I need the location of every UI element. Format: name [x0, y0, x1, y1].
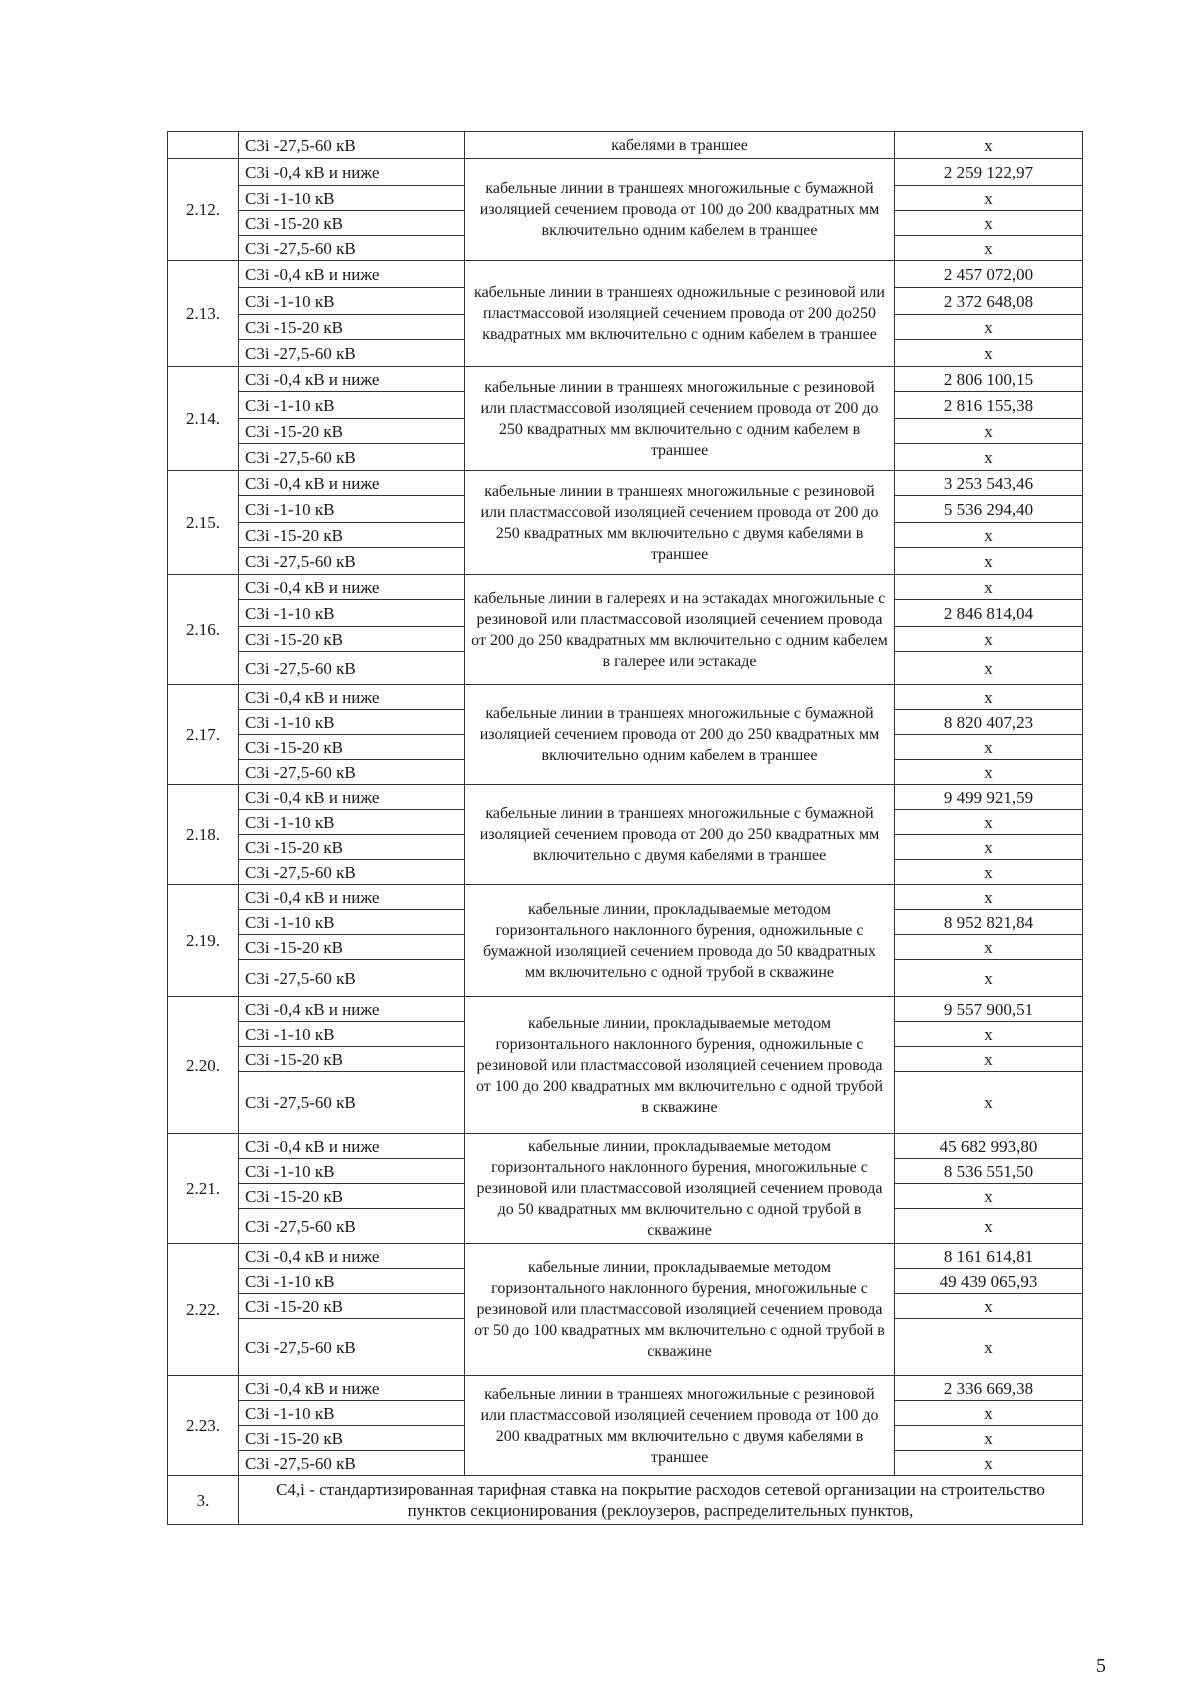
tariff-value: х [895, 444, 1083, 471]
voltage-class: С3i -27,5-60 кВ [239, 1209, 465, 1244]
cable-line-description: кабельные линии, прокладываемые методом горизонтального наклонного бурения, одножильные с резиновой или пластмассовой изоляцией сечением провода от 100 до 200 квадратных мм включительно с одной трубой в скважине [465, 997, 895, 1134]
page-number: 5 [1096, 1655, 1106, 1677]
tariff-value: х [895, 1022, 1083, 1047]
section-3-number: 3. [168, 1476, 239, 1525]
voltage-class: С3i -1-10 кВ [239, 186, 465, 211]
voltage-class: С3i -0,4 кВ и ниже [239, 885, 465, 910]
cable-line-description: кабельные линии, прокладываемые методом горизонтального наклонного бурения, одножильные с бумажной изоляцией сечением провода до 50 квадратных мм включительно с одной трубой в скважине [465, 885, 895, 997]
item-number: 2.14. [168, 367, 239, 471]
voltage-class: С3i -27,5-60 кВ [239, 236, 465, 261]
item-number: 2.21. [168, 1134, 239, 1244]
voltage-class: С3i -27,5-60 кВ [239, 1451, 465, 1476]
table-row [168, 997, 1083, 1022]
tariff-value: х [895, 1319, 1083, 1376]
tariff-value: х [895, 236, 1083, 261]
cable-line-description: кабельные линии в траншеях многожильные с резиновой или пластмассовой изоляцией сечением провода от 100 до 200 квадратных мм включительно с двумя кабелями в траншее [465, 1376, 895, 1476]
tariff-value: х [895, 186, 1083, 211]
section-3-row [168, 1476, 1083, 1525]
tariff-value: х [895, 575, 1083, 600]
tariff-value: х [895, 419, 1083, 444]
tariff-value: х [895, 1047, 1083, 1072]
tariff-value: 2 259 122,97 [895, 159, 1083, 186]
cable-line-description: кабельные линии в траншеях многожильные с бумажной изоляцией сечением провода от 200 до 250 квадратных мм включительно с двумя кабелями в траншее [465, 785, 895, 885]
tariff-value: х [895, 523, 1083, 548]
tariff-value: х [895, 835, 1083, 860]
voltage-class: С3i -27,5-60 кВ [239, 444, 465, 471]
voltage-class: С3i -0,4 кВ и ниже [239, 471, 465, 496]
tariff-value: х [895, 810, 1083, 835]
voltage-class: С3i -1-10 кВ [239, 1159, 465, 1184]
tariff-value: х [895, 211, 1083, 236]
cable-line-description: кабелями в траншее [465, 132, 895, 159]
tariff-value: х [895, 315, 1083, 340]
tariff-value: 49 439 065,93 [895, 1269, 1083, 1294]
item-number: 2.18. [168, 785, 239, 885]
table-row [168, 575, 1083, 600]
voltage-class: С3i -0,4 кВ и ниже [239, 159, 465, 186]
tariff-table-body [168, 132, 1083, 1476]
table-row [168, 1134, 1083, 1159]
tariff-value: 8 952 821,84 [895, 910, 1083, 935]
voltage-class: С3i -27,5-60 кВ [239, 1319, 465, 1376]
section-3-text: С4,i - стандартизированная тарифная ставка на покрытие расходов сетевой организации на строительство пунктов секционирования (реклоузеров, распределительных пунктов, [239, 1476, 1083, 1525]
tariff-value: х [895, 1184, 1083, 1209]
voltage-class: С3i -0,4 кВ и ниже [239, 367, 465, 392]
item-number: 2.20. [168, 997, 239, 1134]
voltage-class: С3i -0,4 кВ и ниже [239, 785, 465, 810]
voltage-class: С3i -0,4 кВ и ниже [239, 1244, 465, 1269]
cable-line-description: кабельные линии, прокладываемые методом горизонтального наклонного бурения, многожильные с резиновой или пластмассовой изоляцией сечением провода до 50 квадратных мм включительно с одной трубой в скважине [465, 1134, 895, 1244]
tariff-value: 3 253 543,46 [895, 471, 1083, 496]
tariff-value: 45 682 993,80 [895, 1134, 1083, 1159]
tariff-value: х [895, 132, 1083, 159]
voltage-class: С3i -0,4 кВ и ниже [239, 1134, 465, 1159]
table-row [168, 885, 1083, 910]
tariff-table [167, 131, 1083, 1525]
table-row [168, 685, 1083, 710]
voltage-class: С3i -1-10 кВ [239, 1269, 465, 1294]
tariff-value: х [895, 627, 1083, 652]
table-row [168, 471, 1083, 496]
voltage-class: С3i -15-20 кВ [239, 1184, 465, 1209]
voltage-class: С3i -15-20 кВ [239, 1294, 465, 1319]
tariff-value: 2 336 669,38 [895, 1376, 1083, 1401]
voltage-class: С3i -27,5-60 кВ [239, 860, 465, 885]
tariff-value: 2 816 155,38 [895, 392, 1083, 419]
voltage-class: С3i -27,5-60 кВ [239, 548, 465, 575]
tariff-value: 9 499 921,59 [895, 785, 1083, 810]
cable-line-description: кабельные линии в траншеях многожильные с бумажной изоляцией сечением провода от 100 до 200 квадратных мм включительно одним кабелем в траншее [465, 159, 895, 261]
item-number [168, 132, 239, 159]
table-row [168, 367, 1083, 392]
tariff-value: 2 806 100,15 [895, 367, 1083, 392]
voltage-class: С3i -27,5-60 кВ [239, 1072, 465, 1134]
voltage-class: С3i -15-20 кВ [239, 627, 465, 652]
voltage-class: С3i -15-20 кВ [239, 523, 465, 548]
tariff-value: 9 557 900,51 [895, 997, 1083, 1022]
voltage-class: С3i -0,4 кВ и ниже [239, 575, 465, 600]
voltage-class: С3i -15-20 кВ [239, 935, 465, 960]
voltage-class: С3i -27,5-60 кВ [239, 132, 465, 159]
voltage-class: С3i -0,4 кВ и ниже [239, 1376, 465, 1401]
tariff-value: 2 846 814,04 [895, 600, 1083, 627]
tariff-value: х [895, 760, 1083, 785]
tariff-value: х [895, 885, 1083, 910]
item-number: 2.23. [168, 1376, 239, 1476]
tariff-value: 8 820 407,23 [895, 710, 1083, 735]
cable-line-description: кабельные линии в траншеях одножильные с резиновой или пластмассовой изоляцией сечением провода от 200 до250 квадратных мм включительно с одним кабелем в траншее [465, 261, 895, 367]
cable-line-description: кабельные линии в галереях и на эстакадах многожильные с резиновой или пластмассовой изоляцией сечением провода от 200 до 250 квадратных мм включительно с одним кабелем в галерее или эстакаде [465, 575, 895, 685]
item-number: 2.15. [168, 471, 239, 575]
cable-line-description: кабельные линии в траншеях многожильные с бумажной изоляцией сечением провода от 200 до 250 квадратных мм включительно одним кабелем в траншее [465, 685, 895, 785]
item-number: 2.16. [168, 575, 239, 685]
tariff-value: х [895, 1209, 1083, 1244]
voltage-class: С3i -1-10 кВ [239, 288, 465, 315]
item-number: 2.12. [168, 159, 239, 261]
table-row [168, 159, 1083, 186]
tariff-value: х [895, 652, 1083, 685]
voltage-class: С3i -15-20 кВ [239, 735, 465, 760]
tariff-value: х [895, 685, 1083, 710]
tariff-value: х [895, 1072, 1083, 1134]
tariff-value: 5 536 294,40 [895, 496, 1083, 523]
voltage-class: С3i -27,5-60 кВ [239, 760, 465, 785]
voltage-class: С3i -15-20 кВ [239, 315, 465, 340]
tariff-value: х [895, 860, 1083, 885]
voltage-class: С3i -27,5-60 кВ [239, 960, 465, 997]
voltage-class: С3i -15-20 кВ [239, 1426, 465, 1451]
tariff-value: 8 536 551,50 [895, 1159, 1083, 1184]
cable-line-description: кабельные линии, прокладываемые методом горизонтального наклонного бурения, многожильные с резиновой или пластмассовой изоляцией сечением провода от 50 до 100 квадратных мм включительно с одной трубой в скважине [465, 1244, 895, 1376]
voltage-class: С3i -1-10 кВ [239, 496, 465, 523]
voltage-class: С3i -1-10 кВ [239, 1401, 465, 1426]
voltage-class: С3i -27,5-60 кВ [239, 652, 465, 685]
item-number: 2.22. [168, 1244, 239, 1376]
tariff-value: 8 161 614,81 [895, 1244, 1083, 1269]
voltage-class: С3i -1-10 кВ [239, 392, 465, 419]
cable-line-description: кабельные линии в траншеях многожильные с резиновой или пластмассовой изоляцией сечением провода от 200 до 250 квадратных мм включительно с двумя кабелями в траншее [465, 471, 895, 575]
tariff-value: х [895, 960, 1083, 997]
voltage-class: С3i -0,4 кВ и ниже [239, 997, 465, 1022]
tariff-value: 2 457 072,00 [895, 261, 1083, 288]
table-row [168, 132, 1083, 159]
voltage-class: С3i -0,4 кВ и ниже [239, 261, 465, 288]
voltage-class: С3i -15-20 кВ [239, 835, 465, 860]
voltage-class: С3i -1-10 кВ [239, 710, 465, 735]
table-row [168, 785, 1083, 810]
tariff-value: х [895, 340, 1083, 367]
table-row [168, 261, 1083, 288]
voltage-class: С3i -15-20 кВ [239, 211, 465, 236]
cable-line-description: кабельные линии в траншеях многожильные с резиновой или пластмассовой изоляцией сечением провода от 200 до 250 квадратных мм включительно с одним кабелем в траншее [465, 367, 895, 471]
tariff-value: х [895, 935, 1083, 960]
item-number: 2.19. [168, 885, 239, 997]
tariff-value: х [895, 1426, 1083, 1451]
tariff-value: х [895, 735, 1083, 760]
table-row [168, 1244, 1083, 1269]
tariff-value: х [895, 1401, 1083, 1426]
voltage-class: С3i -15-20 кВ [239, 419, 465, 444]
tariff-value: х [895, 1451, 1083, 1476]
voltage-class: С3i -15-20 кВ [239, 1047, 465, 1072]
voltage-class: С3i -1-10 кВ [239, 1022, 465, 1047]
voltage-class: С3i -1-10 кВ [239, 810, 465, 835]
voltage-class: С3i -1-10 кВ [239, 910, 465, 935]
table-row [168, 1376, 1083, 1401]
voltage-class: С3i -0,4 кВ и ниже [239, 685, 465, 710]
tariff-value: х [895, 548, 1083, 575]
tariff-value: 2 372 648,08 [895, 288, 1083, 315]
voltage-class: С3i -1-10 кВ [239, 600, 465, 627]
item-number: 2.17. [168, 685, 239, 785]
tariff-value: х [895, 1294, 1083, 1319]
item-number: 2.13. [168, 261, 239, 367]
voltage-class: С3i -27,5-60 кВ [239, 340, 465, 367]
